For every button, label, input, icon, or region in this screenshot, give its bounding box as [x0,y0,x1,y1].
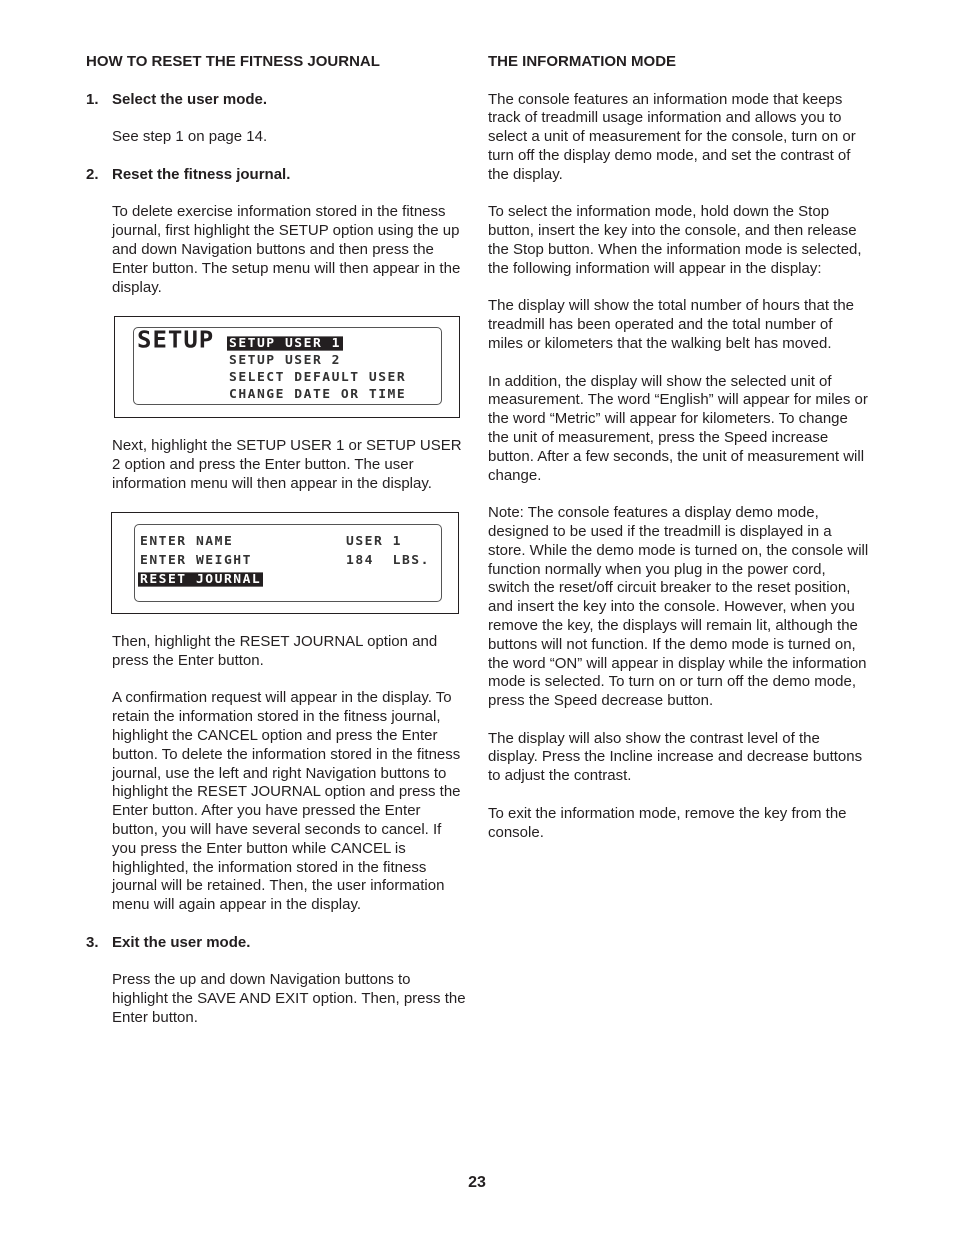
display-menu-item: SELECT DEFAULT USER [229,370,407,385]
setup-menu-display [114,316,460,418]
step-title: Select the user mode. [112,90,268,108]
display-row-value: USER 1 [346,534,402,549]
step-2-paragraph-3: Then, highlight the RESET JOURNAL option and press the Enter button. [112,632,438,669]
section-heading-information-mode: THE INFORMATION MODE [488,53,677,70]
step-2-paragraph-1: To delete exercise information stored in the fitness journal, first highlight the SETUP option using the up and down Navigation buttons and then press the Enter button. The setup menu will then appear in the display. [112,203,461,296]
highlighted-item: RESET JOURNAL [140,572,262,587]
paragraph: To select the information mode, hold down the Stop button, insert the key into the console, and then release the Stop button. When the information mode is selected, the following information will appear in the display: [488,203,862,277]
step-title: Reset the fitness journal. [112,165,291,183]
left-column [86,53,466,1046]
step-3-body: Press the up and down Navigation buttons to highlight the SAVE AND EXIT option. Then, press the Enter button. [112,971,466,1026]
display-menu-item: SETUP USER 2 [229,353,341,368]
right-column [488,53,870,861]
paragraph: Note: The console features a display demo mode, designed to be used if the treadmill is displayed in a store. While the demo mode is turned on, the console will function normally when you plug in the power cord, switch the reset/off circuit breaker to the reset position, and insert the key into the console. However, when you remove the key, the displays will remain lit, although the buttons will not function. If the demo mode is turned on, the word “ON” will appear in display while the information mode is selected. To turn on or turn off the demo mode, press the Speed decrease button. [488,504,869,710]
step-3-title [86,934,466,953]
display-menu-item [227,338,343,351]
step-2-paragraph-2: Next, highlight the SETUP USER 1 or SETUP USER 2 option and press the Enter button. The user information menu will then appear in the display. [112,436,462,492]
step-number: 2. [86,165,99,183]
paragraph: To exit the information mode, remove the key from the console. [488,804,847,841]
section-heading-reset-journal: HOW TO RESET THE FITNESS JOURNAL [86,53,380,70]
paragraph: The display will show the total number of hours that the treadmill has been operated and the total number of miles or kilometers that the walking belt has moved. [488,297,855,352]
step-1-body: See step 1 on page 14. [112,128,268,146]
step-2-paragraph-4: A confirmation request will appear in the display. To retain the information stored in the fitness journal, highlight the CANCEL option and press the Enter button. To delete the information stored in the fitness journal, use the left and right Navigation buttons to highlight the RESET JOURNAL option and press the Enter button. After you have pressed the Enter button, you will have several seconds to cancel. If you press the Enter button while CANCEL is highlighted, the information stored in the fitness journal will be retained. Then, the user information menu will again appear in the display. [112,689,461,914]
display-menu-item: CHANGE DATE OR TIME [229,387,407,402]
paragraph: In addition, the display will show the selected unit of measurement. The word “English” will appear for miles or the word “Metric” will appear for kilometers. To change the unit of measurement, press the Speed increase button. After a few seconds, the unit of measurement will change. [488,372,868,484]
step-title: Exit the user mode. [112,933,251,951]
step-2-title [86,166,466,185]
user-info-display [111,512,459,614]
step-1-title [86,91,466,110]
page-number: 23 [468,1174,486,1191]
display-label-setup: SETUP [137,326,215,354]
step-number: 1. [86,90,99,108]
display-row-value: 184 LBS. [346,553,430,568]
highlighted-item: SETUP USER 1 [229,336,341,351]
paragraph: The display will also show the contrast level of the display. Press the Incline increase and decrease buttons to adjust the contrast. [488,729,863,785]
paragraph: The console features an information mode that keeps track of treadmill usage information and allows you to select a unit of measurement for the console, turn on or turn off the display demo mode, and set the contrast of the display. [488,90,856,183]
display-row-label: ENTER NAME [140,534,234,549]
step-number: 3. [86,933,99,951]
display-row-highlighted [138,573,263,586]
display-row-label: ENTER WEIGHT [140,553,252,568]
